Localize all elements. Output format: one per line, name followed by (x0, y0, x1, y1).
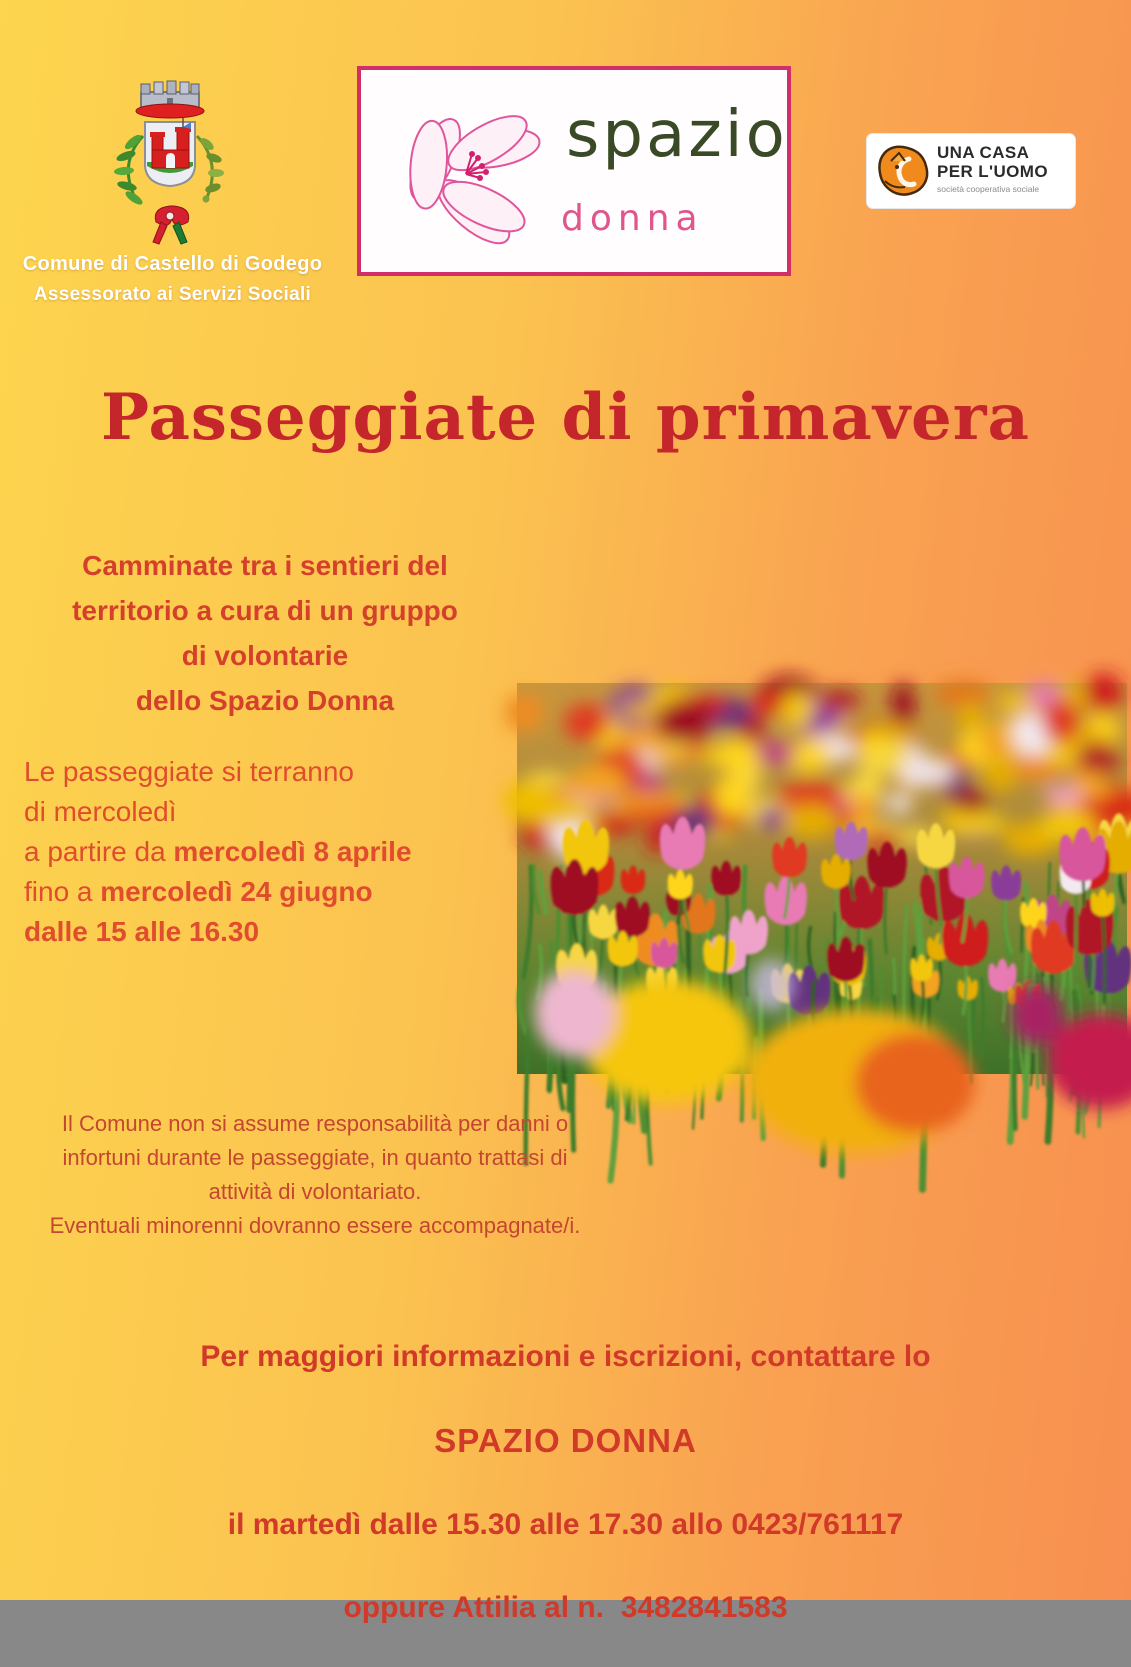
casa-wordmark-line1: UNA CASA (937, 143, 1030, 162)
donna-wordmark: donna (561, 198, 704, 239)
disclaimer-text (8, 1107, 622, 1243)
crown-icon (136, 81, 204, 118)
spazio-wordmark: spazio (566, 98, 788, 172)
schedule-line: di mercoledì (24, 796, 177, 827)
disclaimer-line: Il Comune non si assume responsabilità per danni o (61, 1111, 569, 1136)
casa-fox-icon (873, 141, 933, 201)
laurel-branch-icon (114, 133, 145, 208)
schedule-line (24, 912, 524, 952)
shield-icon (145, 118, 195, 186)
disclaimer-line: Eventuali minorenni dovranno essere accompagnate/i. (49, 1213, 581, 1238)
comune-coat-of-arms-icon (95, 78, 245, 250)
disclaimer-line: infortuni durante le passeggiate, in quanto trattasi di (62, 1145, 568, 1170)
time-range: dalle 15 alle 16.30 (24, 916, 260, 947)
schedule-line: Le passeggiate si terranno (24, 756, 354, 787)
contact-text (0, 1297, 1131, 1667)
end-date: mercoledì 24 giugno (100, 876, 373, 907)
intro-text (25, 543, 505, 723)
schedule-line: a partire da mercoledì 8 aprile (24, 836, 412, 867)
intro-line: dello Spazio Donna (135, 685, 395, 716)
schedule-text (24, 752, 524, 952)
poster-title: Passeggiate di primavera (101, 380, 1030, 455)
schedule-line: fino a mercoledì 24 giugno (24, 876, 373, 907)
spazio-flower-icon (371, 82, 561, 262)
oak-branch-icon (197, 136, 224, 203)
casa-subtitle: società cooperativa sociale (937, 184, 1040, 194)
contact-phone-office: il martedì dalle 15.30 alle 17.30 allo 0423/761117 (227, 1508, 904, 1541)
intro-line: territorio a cura di un gruppo (72, 595, 458, 626)
comune-department-label: Assessorato ai Servizi Sociali (33, 284, 312, 305)
contact-intro: Per maggiori informazioni e iscrizioni, contattare lo (200, 1340, 931, 1373)
contact-phone-mobile: oppure Attilia al n. 3482841583 (343, 1591, 788, 1624)
contact-org: SPAZIO DONNA (434, 1422, 697, 1459)
tulips-photo (517, 683, 1127, 1074)
start-date: mercoledì 8 aprile (173, 836, 412, 867)
ribbon-icon (153, 206, 189, 244)
comune-name-label: Comune di Castello di Godego (22, 253, 323, 275)
casa-wordmark-line2: PER L'UOMO (937, 162, 1048, 181)
disclaimer-line: attività di volontariato. (208, 1179, 422, 1204)
intro-line: di volontarie (181, 640, 349, 671)
intro-line: Camminate tra i sentieri del (82, 550, 448, 581)
una-casa-per-luomo-logo (867, 134, 1075, 208)
spazio-donna-logo (357, 66, 791, 276)
